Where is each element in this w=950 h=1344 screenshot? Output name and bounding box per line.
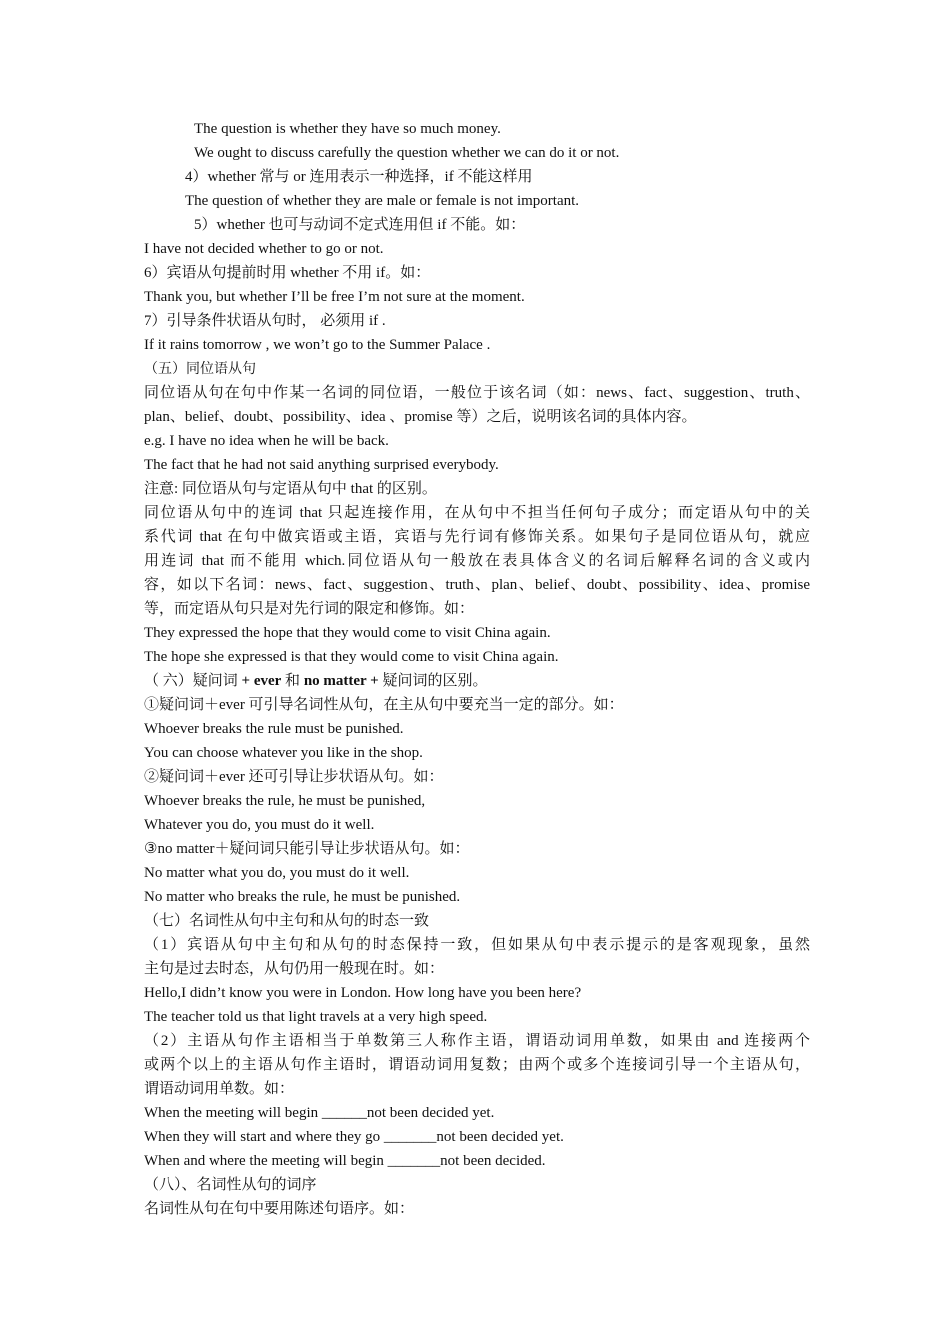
text-line: 等，而定语从句只是对先行词的限定和修饰。如： bbox=[144, 601, 475, 617]
text-line: （2）主语从句作主语相当于单数第三人称作主语，谓语动词用单数，如果由 and 连接两个 bbox=[144, 1033, 810, 1049]
text-line: The teacher told us that light travels at a very high speed. bbox=[144, 1009, 488, 1025]
heading-mid: 和 bbox=[281, 673, 304, 689]
text-line: The hope she expressed is that they would come to visit China again. bbox=[144, 649, 559, 665]
text-line: No matter who breaks the rule, he must be punished. bbox=[144, 889, 461, 905]
text-line: When and where the meeting will begin _______not been decided. bbox=[144, 1153, 546, 1169]
heading-bold-no-matter: no matter + bbox=[303, 673, 379, 689]
text-line: I have not decided whether to go or not. bbox=[144, 241, 384, 257]
heading-prefix: （ 六）疑问词 bbox=[144, 673, 242, 689]
text-line: 7）引导条件状语从句时， 必须用 if . bbox=[144, 313, 386, 329]
text-line: The question is whether they have so much money. bbox=[194, 121, 501, 137]
text-line: We ought to discuss carefully the question whether we can do it or not. bbox=[194, 145, 620, 161]
text-line: ③no matter＋疑问词只能引导让步状语从句。如： bbox=[144, 841, 470, 857]
text-line: 容，如以下名词：news、fact、suggestion、truth、plan、belief、doubt、possibility、idea、promise bbox=[144, 577, 810, 593]
text-line: Whoever breaks the rule, he must be punished, bbox=[144, 793, 426, 809]
text-line: 或两个以上的主语从句作主语时，谓语动词用复数；由两个或多个连接词引导一个主语从句， bbox=[144, 1057, 810, 1073]
section-heading bbox=[144, 669, 810, 693]
text-line: When they will start and where they go _______not been decided yet. bbox=[144, 1129, 564, 1145]
text-line: They expressed the hope that they would come to visit China again. bbox=[144, 625, 551, 641]
text-line: No matter what you do, you must do it well. bbox=[144, 865, 410, 881]
text-line: You can choose whatever you like in the shop. bbox=[144, 745, 423, 761]
text-line: When the meeting will begin ______not been decided yet. bbox=[144, 1105, 495, 1121]
text-line: Hello,I didn’t know you were in London. How long have you been here? bbox=[144, 985, 582, 1001]
section-heading: （七）名词性从句中主句和从句的时态一致 bbox=[144, 913, 430, 929]
text-line: 系代词 that 在句中做宾语或主语，宾语与先行词有修饰关系。如果句子是同位语从句，就应 bbox=[144, 529, 810, 545]
text-line: 6）宾语从句提前时用 whether 不用 if。如： bbox=[144, 265, 431, 281]
text-line: Whatever you do, you must do it well. bbox=[144, 817, 375, 833]
text-line: Whoever breaks the rule must be punished. bbox=[144, 721, 404, 737]
text-line: 注意: 同位语从句与定语从句中 that 的区别。 bbox=[144, 481, 437, 497]
text-line: e.g. I have no idea when he will be back. bbox=[144, 433, 389, 449]
text-line: Thank you, but whether I’ll be free I’m not sure at the moment. bbox=[144, 289, 525, 305]
heading-suffix: 疑问词的区别。 bbox=[378, 673, 488, 689]
text-line: plan、belief、doubt、possibility、idea 、promise 等）之后，说明该名词的具体内容。 bbox=[144, 409, 697, 425]
text-line: 谓语动词用单数。如： bbox=[144, 1081, 295, 1097]
section-heading: （八）、名词性从句的词序 bbox=[144, 1177, 317, 1193]
section-heading: （五）同位语从句 bbox=[144, 361, 256, 377]
text-line: 主句是过去时态，从句仍用一般现在时。如： bbox=[144, 961, 445, 977]
text-line: The fact that he had not said anything surprised everybody. bbox=[144, 457, 499, 473]
text-line: 用连词 that 而不能用 which.同位语从句一般放在表具体含义的名词后解释名词的含义或内 bbox=[144, 553, 810, 569]
text-line: （1）宾语从句中主句和从句的时态保持一致，但如果从句中表示提示的是客观现象，虽然 bbox=[144, 937, 810, 953]
text-line: 4）whether 常与 or 连用表示一种选择，if 不能这样用 bbox=[185, 169, 533, 185]
heading-bold-ever: + ever bbox=[241, 673, 282, 689]
text-line: 名词性从句在句中要用陈述句语序。如： bbox=[144, 1201, 415, 1217]
text-line: The question of whether they are male or female is not important. bbox=[185, 193, 580, 209]
text-line: ①疑问词＋ever 可引导名词性从句，在主从句中要充当一定的部分。如： bbox=[144, 697, 624, 713]
text-line: 同位语从句中的连词 that 只起连接作用，在从句中不担当任何句子成分；而定语从句中的关 bbox=[144, 505, 810, 521]
text-line: 同位语从句在句中作某一名词的同位语，一般位于该名词（如：news、fact、suggestion、truth、 bbox=[144, 385, 810, 401]
text-line: ②疑问词＋ever 还可引导让步状语从句。如： bbox=[144, 769, 444, 785]
text-line: If it rains tomorrow , we won’t go to the Summer Palace . bbox=[144, 337, 491, 353]
text-line: 5）whether 也可与动词不定式连用但 if 不能。如： bbox=[194, 217, 526, 233]
